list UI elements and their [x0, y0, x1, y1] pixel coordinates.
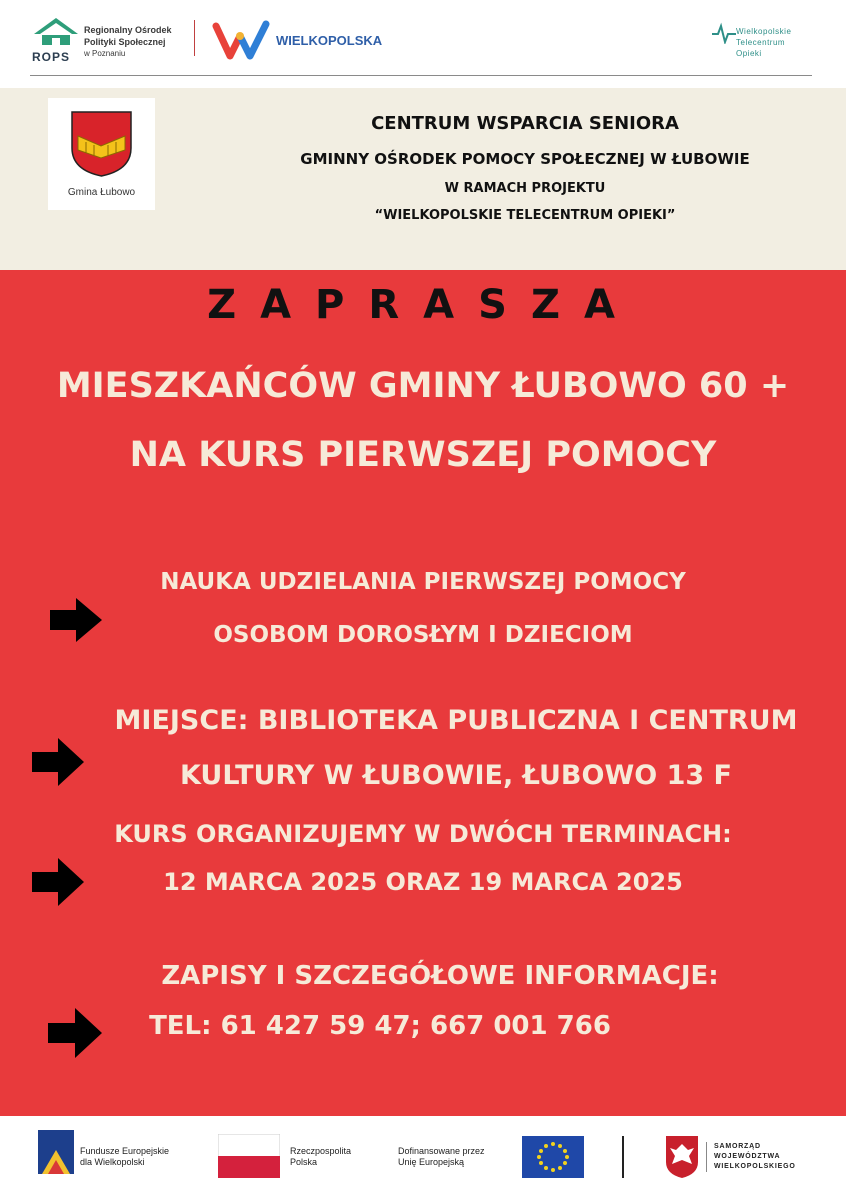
rops-line2: Polityki Społecznej — [84, 37, 166, 47]
rops-text — [84, 24, 172, 60]
item-training-line1: NAUKA UDZIELANIA PIERWSZEJ POMOCY — [160, 569, 686, 595]
samorzad-rule — [706, 1142, 707, 1172]
telecentrum-logo — [712, 18, 822, 68]
eu-cofunding-label — [398, 1146, 485, 1168]
rp-label — [290, 1146, 351, 1168]
item-dates-line2: 12 MARCA 2025 ORAZ 19 MARCA 2025 — [163, 868, 683, 896]
rp-line1: Rzeczpospolita — [290, 1146, 352, 1156]
eu-funds-line2: dla Wielkopolski — [80, 1157, 145, 1167]
rops-logo — [32, 16, 192, 66]
item-training-line2: OSOBOM DOROSŁYM I DZIECIOM — [213, 622, 633, 648]
telecentrum-line1: Wielkopolskie — [736, 27, 792, 36]
telecentrum-line3: Opieki — [736, 49, 762, 58]
telecentrum-text — [736, 26, 791, 59]
arrow-right-icon — [32, 858, 84, 906]
headline-course: NA KURS PIERWSZEJ POMOCY — [129, 435, 717, 475]
samorzad-line2: WOJEWÓDZTWA — [714, 1153, 781, 1160]
samorzad-line3: WIELKOPOLSKIEGO — [714, 1163, 796, 1170]
gmina-label: Gmina Łubowo — [67, 187, 136, 198]
telecentrum-pulse-icon — [712, 22, 736, 44]
arrow-right-icon — [48, 1008, 102, 1058]
samorzad-line1: SAMORZĄD — [714, 1143, 761, 1150]
rops-house-icon — [32, 16, 80, 50]
wielkopolska-logo — [212, 18, 272, 66]
rops-line1: Regionalny Ośrodek — [84, 25, 172, 35]
wielkopolska-eagle-icon — [664, 1134, 700, 1178]
eu-flag-icon — [522, 1136, 584, 1178]
footer-divider — [622, 1136, 624, 1178]
wielkopolska-label: WIELKOPOLSKA — [276, 33, 383, 48]
samorzad-label — [714, 1142, 796, 1172]
invite-heading: ZAPRASZA — [207, 282, 639, 328]
telecentrum-line2: Telecentrum — [736, 38, 786, 47]
rops-line3: w Poznaniu — [84, 49, 126, 58]
wielkopolska-w-icon — [212, 18, 272, 62]
header-organisation: GMINNY OŚRODEK POMOCY SPOŁECZNEJ W ŁUBOWIE — [300, 150, 750, 168]
gmina-coat-of-arms-icon — [48, 98, 155, 183]
item-contact-line1: ZAPISY I SZCZEGÓŁOWE INFORMACJE: — [161, 961, 719, 991]
arrow-right-icon — [32, 738, 84, 786]
item-place-line2: KULTURY W ŁUBOWIE, ŁUBOWO 13 F — [179, 760, 733, 791]
rp-line2: Polska — [290, 1157, 318, 1167]
arrow-right-icon — [50, 598, 102, 642]
top-rule — [30, 75, 812, 76]
header-title: CENTRUM WSPARCIA SENIORA — [371, 113, 679, 134]
gmina-logo-card — [48, 98, 155, 210]
top-logo-bar — [0, 0, 846, 88]
item-dates-line1: KURS ORGANIZUJEMY W DWÓCH TERMINACH: — [114, 820, 732, 848]
footer-logos — [0, 1116, 846, 1200]
header-project-name: “WIELKOPOLSKIE TELECENTRUM OPIEKI” — [374, 208, 676, 223]
headline-audience: MIESZKAŃCÓW GMINY ŁUBOWO 60 + — [56, 366, 790, 406]
eu-funds-line1: Fundusze Europejskie — [80, 1146, 170, 1156]
rops-abbr: ROPS — [32, 50, 71, 64]
header-project-intro: W RAMACH PROJEKTU — [444, 181, 606, 196]
eu-cofunding-line2: Unię Europejską — [398, 1157, 465, 1167]
eu-cofunding-line1: Dofinansowane przez — [398, 1146, 485, 1156]
item-place-line1: MIEJSCE: BIBLIOTEKA PUBLICZNA I CENTRUM — [114, 705, 798, 736]
eu-funds-label — [80, 1146, 169, 1168]
item-contact-line2: TEL: 61 427 59 47; 667 001 766 — [149, 1011, 611, 1041]
eu-funds-icon — [38, 1130, 74, 1174]
logo-divider — [194, 20, 195, 56]
poland-flag-icon — [218, 1134, 280, 1178]
